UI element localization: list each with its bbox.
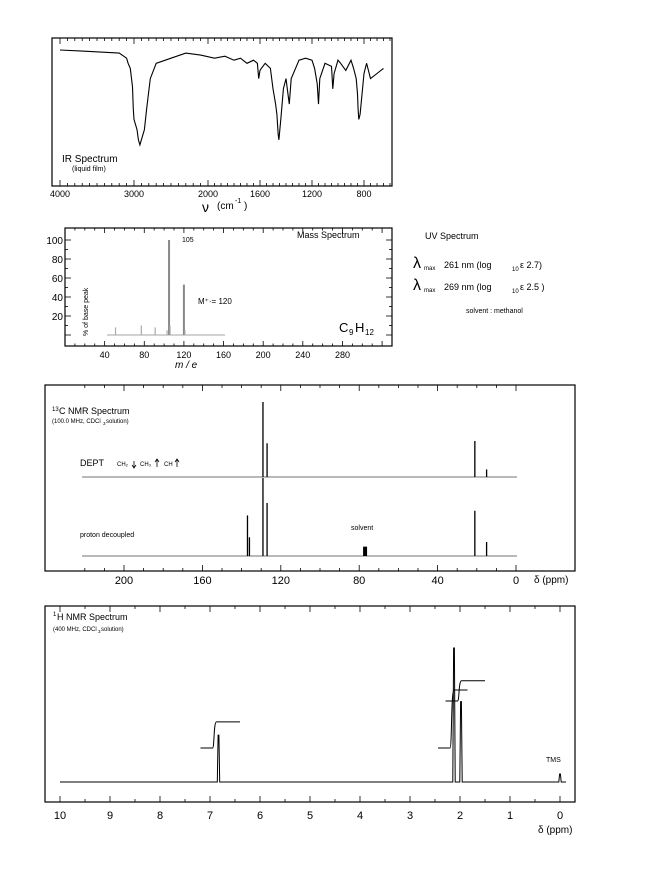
- h1-tick-label: 2: [456, 810, 464, 822]
- ms-title: Mass Spectrum: [297, 230, 360, 240]
- h1-integral: [201, 722, 241, 748]
- uv-lambda-1: λ: [413, 255, 421, 272]
- ir-xlabel-unit: (cm: [217, 201, 234, 212]
- ms-y-tick-labels: [46, 236, 63, 323]
- ir-spectrum-panel: [50, 38, 392, 215]
- uv-lambda-sub-1: max: [424, 266, 436, 272]
- c13-tick-label: 160: [193, 575, 212, 587]
- h1-tick-label: 6: [256, 810, 264, 822]
- c13-tick-label: 80: [353, 575, 366, 587]
- uv-lambda-sub-2: max: [424, 288, 436, 294]
- c13-tick-label: 0: [512, 575, 520, 587]
- ms-x-tick-label: 80: [139, 350, 150, 360]
- h1-integral-curves: [201, 681, 486, 748]
- ir-tick-label: 800: [356, 189, 372, 199]
- c13-title: C NMR Spectrum: [59, 406, 130, 416]
- ms-y-tick-label: 60: [51, 274, 63, 285]
- h1-nmr-panel: [45, 606, 575, 836]
- ms-xlabel: m / e: [175, 360, 198, 371]
- c13-proton-decoupled-label: proton decoupled: [80, 532, 135, 539]
- h1-title: H NMR Spectrum: [57, 612, 128, 622]
- ms-y-tick-label: 40: [51, 293, 63, 304]
- ir-xlabel-close: ): [244, 201, 248, 212]
- h1-ticks: [60, 606, 560, 802]
- c13-dept-peaks: [263, 402, 487, 477]
- ms-x-tick-label: 200: [255, 350, 271, 360]
- dept-ch-up-arrow-icon: [175, 459, 179, 467]
- ir-tick-labels: [50, 189, 372, 199]
- c13-tick-labels: [115, 575, 519, 587]
- c13-subtitle-sub: 3: [103, 421, 106, 426]
- uv-line1-value: 261 nm (log: [444, 260, 492, 270]
- h1-tick-label: 0: [556, 810, 564, 822]
- uv-title: UV Spectrum: [425, 231, 479, 241]
- ms-formula-h-sub: 12: [365, 328, 374, 337]
- ms-bars: [116, 240, 185, 335]
- uv-line2-sub: 10: [512, 289, 519, 295]
- uv-line1-end: ε 2.7): [520, 260, 543, 270]
- h1-tick-label: 9: [106, 810, 114, 822]
- h1-subtitle-end: solution): [101, 627, 124, 633]
- ms-x-tick-label: 40: [99, 350, 110, 360]
- ms-y-tick-label: 100: [46, 236, 63, 247]
- c13-title-sup: 13: [52, 407, 59, 413]
- ir-tick-label: 2000: [197, 189, 219, 199]
- ms-x-tick-labels: [100, 350, 350, 360]
- ms-molecular-ion-label: M⁺·= 120: [198, 297, 232, 306]
- c13-dept-ch2: CH₂: [117, 462, 128, 468]
- c13-tick-label: 40: [431, 575, 444, 587]
- uv-line2-value: 269 nm (log: [444, 282, 492, 292]
- ms-y-tick-label: 80: [51, 255, 63, 266]
- uv-lambda-2: λ: [413, 277, 421, 294]
- ms-x-tick-label: 240: [295, 350, 311, 360]
- h1-title-sup: 1: [53, 612, 57, 618]
- ms-x-tick-label: 160: [216, 350, 232, 360]
- ir-tick-label: 1200: [301, 189, 323, 199]
- c13-xlabel: δ (ppm): [534, 575, 569, 586]
- ir-tick-label: 1600: [249, 189, 271, 199]
- ms-x-tick-label: 120: [176, 350, 192, 360]
- mass-spectrum-panel: [46, 228, 392, 371]
- h1-tick-label: 10: [53, 810, 67, 822]
- c13-ticks: [85, 385, 516, 571]
- h1-subtitle-sub: 3: [98, 629, 101, 634]
- h1-tick-label: 5: [306, 810, 314, 822]
- h1-tms-label: TMS: [546, 757, 561, 764]
- c13-subtitle: (100.0 MHz, CDCl: [52, 419, 101, 425]
- uv-line2-end: ε 2.5 ): [520, 282, 545, 292]
- h1-integral: [446, 681, 486, 701]
- c13-solvent-label: solvent: [351, 525, 374, 532]
- h1-tick-label: 7: [206, 810, 214, 822]
- c13-subtitle-end: solution): [106, 419, 129, 425]
- h1-frame: [45, 606, 575, 802]
- uv-spectrum-panel: [413, 231, 545, 315]
- ms-x-tick-label: 280: [334, 350, 350, 360]
- c13-decoupled-peaks: [247, 478, 486, 556]
- ms-formula-h: H: [355, 320, 365, 335]
- h1-tick-labels: [54, 810, 563, 822]
- uv-solvent: solvent : methanol: [466, 308, 523, 315]
- c13-dept-ch3: CH₃: [140, 462, 152, 468]
- ir-xlabel-symbol: ν: [202, 199, 209, 215]
- ir-title: IR Spectrum: [62, 154, 118, 165]
- h1-subtitle: (400 MHz, CDCl: [53, 627, 97, 633]
- ms-y-tick-label: 20: [51, 312, 63, 323]
- c13-nmr-panel: [45, 385, 575, 587]
- ms-formula-c-sub: 9: [349, 328, 354, 337]
- h1-tick-label: 4: [356, 810, 364, 822]
- c13-dept-label: DEPT: [80, 458, 105, 468]
- c13-tick-label: 200: [114, 575, 134, 587]
- dept-ch2-down-arrow-icon: [132, 461, 136, 468]
- c13-dept-ch: CH: [164, 462, 173, 468]
- ir-trace: [60, 50, 384, 145]
- h1-trace: [60, 648, 566, 782]
- ms-ylabel: % of base peak: [83, 287, 90, 336]
- ms-formula-c: C: [339, 320, 349, 335]
- c13-tick-label: 120: [271, 575, 290, 587]
- ir-tick-label: 3000: [123, 189, 145, 199]
- ir-xlabel-exp: -1: [235, 198, 242, 205]
- h1-tick-label: 3: [406, 810, 414, 822]
- ir-tick-label: 4000: [49, 189, 71, 199]
- dept-ch3-up-arrow-icon: [155, 459, 159, 467]
- h1-xlabel: δ (ppm): [538, 825, 573, 836]
- uv-line1-sub: 10: [512, 267, 519, 273]
- h1-tick-label: 1: [506, 810, 514, 822]
- ms-base-peak-label: 105: [182, 237, 194, 244]
- h1-tick-label: 8: [156, 810, 164, 822]
- ir-subtitle: (liquid film): [72, 166, 106, 173]
